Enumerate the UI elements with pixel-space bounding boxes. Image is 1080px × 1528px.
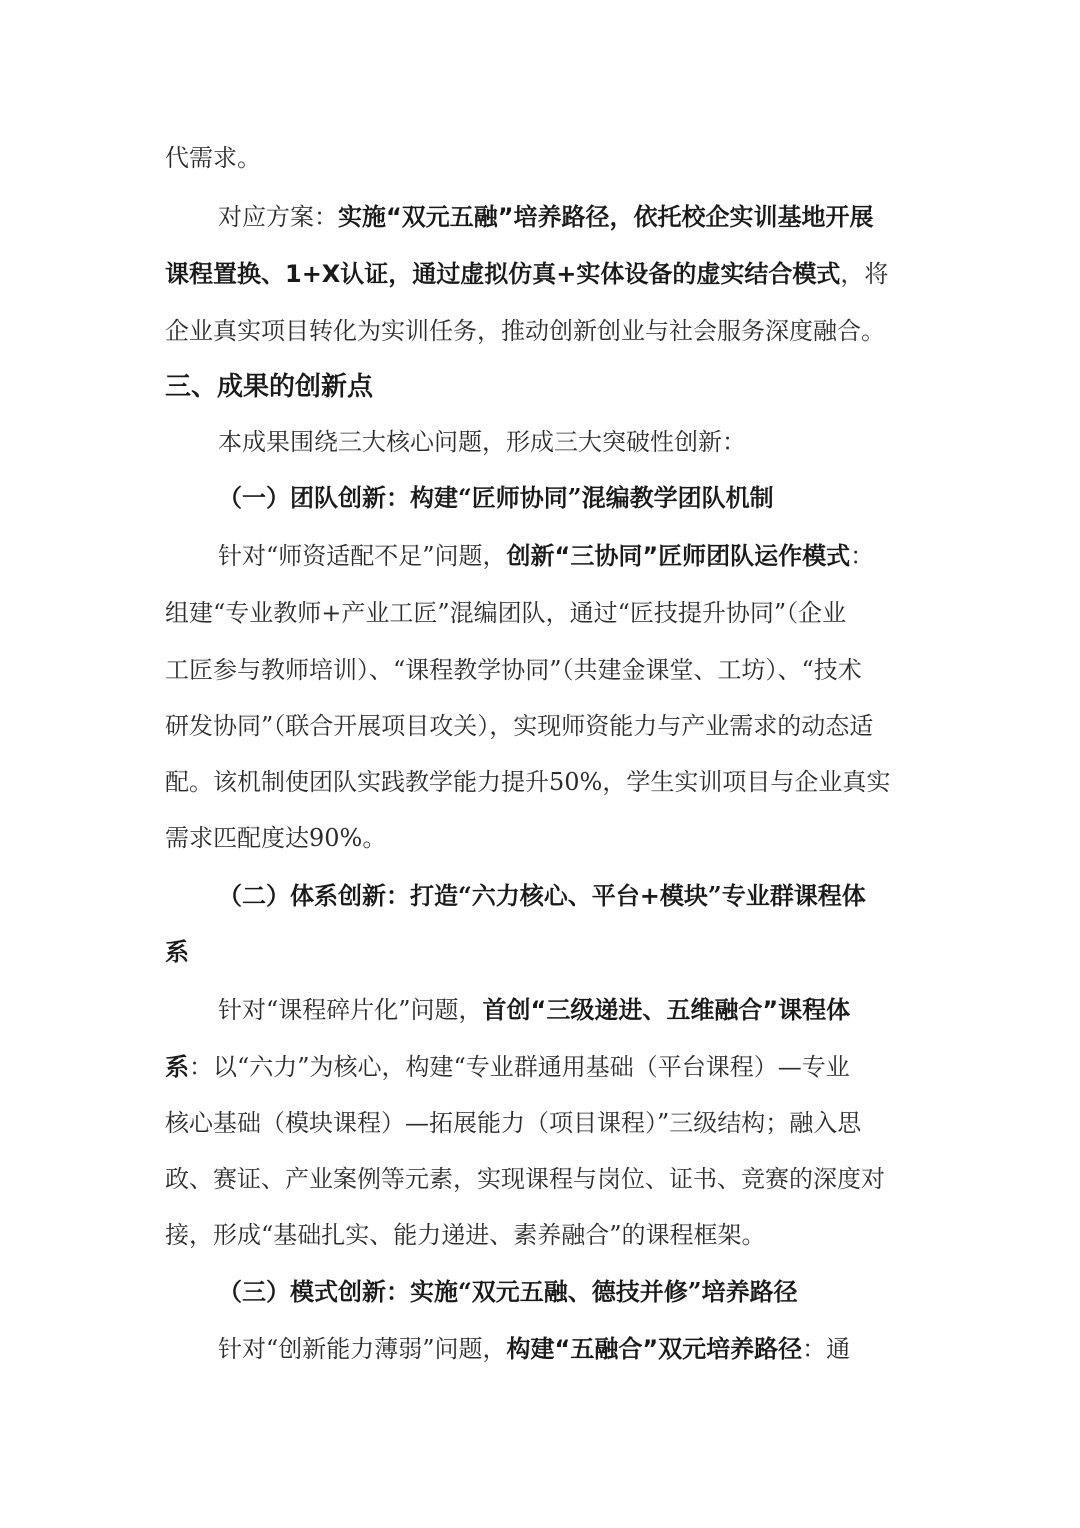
subsection-heading (218, 478, 774, 518)
bold-text-run: 系 (165, 1053, 189, 1081)
text-run: 配。该机制使团队实践教学能力提升50%，学生实训项目与企业真实 (165, 768, 891, 796)
text-run: 代需求。 (165, 144, 261, 172)
text-run: 研发协同”（联合开展项目攻关），实现师资能力与产业需求的动态适 (165, 712, 874, 740)
text-line (165, 1047, 850, 1087)
text-line (165, 706, 873, 746)
bold-text-run: 首创“三级递进、五维融合”课程体 (482, 996, 851, 1024)
subsection-heading (165, 932, 189, 972)
text-line (218, 197, 874, 237)
text-run: 核心基础（模块课程）—拓展能力（项目课程）”三级结构；融入思 (165, 1109, 862, 1137)
text-line (218, 990, 850, 1030)
heading-text: 系 (165, 937, 189, 966)
heading-text: （三）模式创新：实施“双元五融、德技并修”培养路径 (218, 1277, 798, 1306)
text-line (165, 762, 890, 802)
text-line (165, 593, 846, 633)
text-line (165, 1215, 766, 1255)
subsection-heading (218, 1272, 798, 1312)
text-run: ，将 (840, 260, 889, 288)
text-line (165, 311, 885, 351)
text-run: 针对“课程碎片化”问题， (218, 996, 483, 1024)
text-line (165, 1159, 885, 1199)
text-run: 接，形成“基础扎实、能力递进、素养融合”的课程框架。 (165, 1221, 766, 1249)
heading-text: （一）团队创新：构建“匠师协同”混编教学团队机制 (218, 483, 774, 512)
heading-text: 三、成果的创新点 (165, 372, 374, 402)
text-run: 政、赛证、产业案例等元素，实现课程与岗位、证书、竞赛的深度对 (165, 1165, 885, 1193)
text-line (165, 138, 261, 178)
text-line (165, 1103, 861, 1143)
heading-text: （二）体系创新：打造“六力核心、平台+模块”专业群课程体 (218, 881, 866, 910)
text-run: ：通 (802, 1335, 851, 1363)
text-line (165, 818, 386, 858)
text-line (218, 1329, 850, 1369)
text-run: 本成果围绕三大核心问题，形成三大突破性创新： (218, 428, 746, 456)
text-line (218, 536, 874, 576)
text-line (165, 254, 888, 294)
bold-text-run: 实施“双元五融”培养路径，依托校企实训基地开展 (338, 203, 874, 231)
text-line (218, 422, 746, 462)
bold-text-run: 创新“三协同”匠师团队运作模式 (506, 542, 851, 570)
bold-text-run: 课程置换、1+X认证，通过虚拟仿真+实体设备的虚实结合模式 (165, 260, 841, 288)
text-run: ：以“六力”为核心，构建“专业群通用基础（平台课程）—专业 (189, 1053, 850, 1081)
text-run: 针对“师资适配不足”问题， (218, 542, 507, 570)
text-run: ： (850, 542, 875, 570)
bold-text-run: 构建“五融合”双元培养路径 (506, 1335, 803, 1363)
subsection-heading (218, 876, 866, 916)
section-heading (165, 367, 373, 407)
text-run: 对应方案： (218, 203, 338, 231)
text-run: 企业真实项目转化为实训任务，推动创新创业与社会服务深度融合。 (165, 317, 885, 345)
text-run: 需求匹配度达90%。 (165, 824, 387, 852)
text-run: 组建“专业教师+产业工匠”混编团队，通过“匠技提升协同”（企业 (165, 599, 847, 627)
text-run: 工匠参与教师培训）、“课程教学协同”（共建金课堂、工坊）、“技术 (165, 656, 862, 684)
text-run: 针对“创新能力薄弱”问题， (218, 1335, 507, 1363)
text-line (165, 650, 862, 690)
